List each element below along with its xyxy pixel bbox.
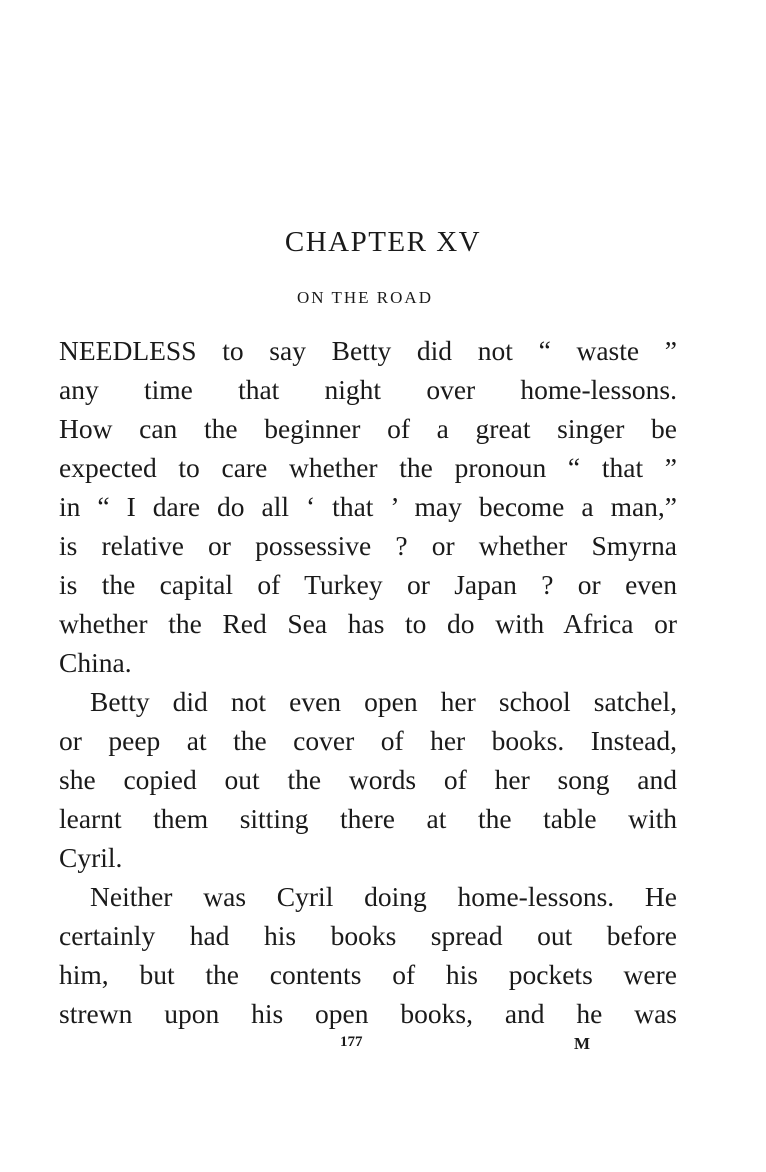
text-line: is the capital of Turkey or Japan ? or even bbox=[59, 569, 677, 600]
text-line: in “ I dare do all ‘ that ’ may become a man,” bbox=[59, 491, 677, 522]
text-line: certainly had his books spread out before bbox=[59, 920, 677, 951]
paragraph-2 bbox=[59, 682, 677, 877]
text-line: is relative or possessive ? or whether Smyrna bbox=[59, 530, 677, 561]
page-number: 177 bbox=[340, 1034, 363, 1050]
text-line: Neither was Cyril doing home-lessons. He bbox=[90, 881, 677, 912]
paragraph-1 bbox=[59, 331, 677, 682]
text-line: or peep at the cover of her books. Instead, bbox=[59, 725, 677, 756]
text-line: she copied out the words of her song and bbox=[59, 764, 677, 795]
text-line: him, but the contents of his pockets were bbox=[59, 959, 677, 990]
text-line: whether the Red Sea has to do with Africa or bbox=[59, 608, 677, 639]
text-line: any time that night over home-lessons. bbox=[59, 374, 677, 405]
text-line: China. bbox=[59, 647, 132, 678]
text-line: NEEDLESS to say Betty did not “ waste ” bbox=[59, 335, 677, 366]
text-line: How can the beginner of a great singer be bbox=[59, 413, 677, 444]
text-line: expected to care whether the pronoun “ that ” bbox=[59, 452, 677, 483]
text-line: Cyril. bbox=[59, 842, 123, 873]
text-line: learnt them sitting there at the table with bbox=[59, 803, 677, 834]
paragraph-3 bbox=[59, 877, 677, 1033]
signature-mark: M bbox=[574, 1034, 591, 1053]
text-line: strewn upon his open books, and he was bbox=[59, 998, 677, 1029]
chapter-subtitle: ON THE ROAD bbox=[297, 288, 433, 307]
text-line: Betty did not even open her school satchel, bbox=[90, 686, 677, 717]
chapter-title: CHAPTER XV bbox=[284, 226, 482, 258]
body-text bbox=[59, 331, 677, 1033]
